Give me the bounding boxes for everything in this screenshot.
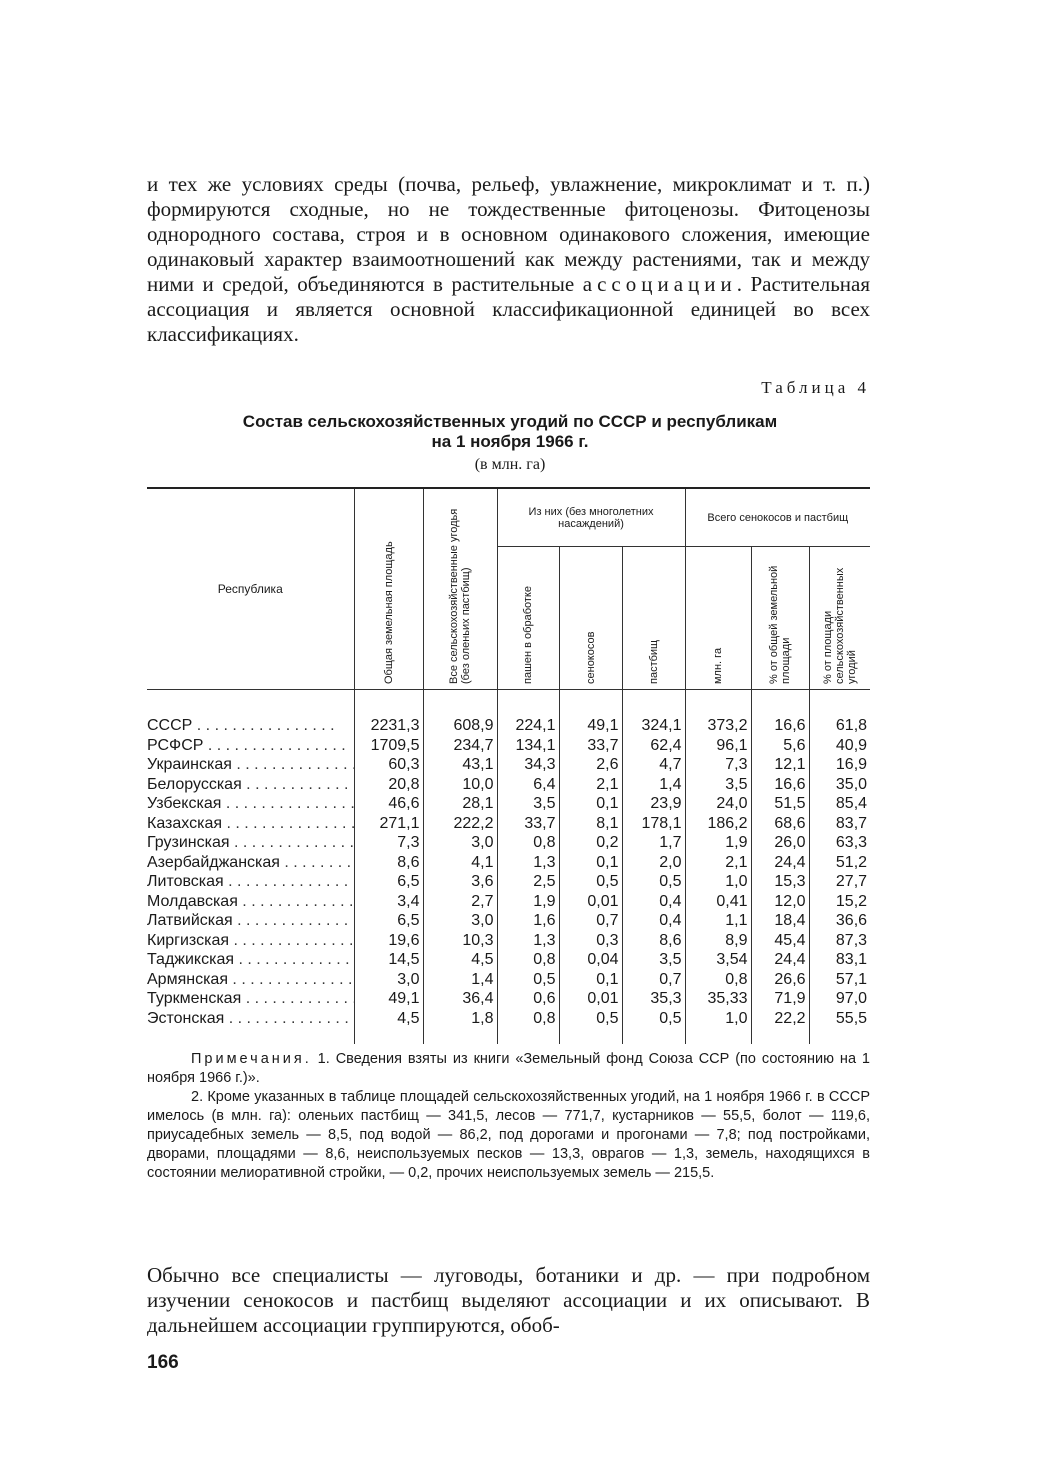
republic-name: Белорусская . . . <box>147 775 354 795</box>
cell-c1: 271,1 <box>354 814 423 834</box>
cell-c4: 0,01 <box>559 892 622 912</box>
cell-c6: 373,2 <box>685 690 751 736</box>
cell-c8: 57,1 <box>809 970 870 990</box>
cell-c7: 12,1 <box>751 755 809 775</box>
note-2: 2. Кроме указанных в таблице площадей сельскохозяйственных угодий, на 1 ноября 1966 г. в СССР имелось (в млн. га): оленьих пастбищ — 341,5, лесов — 771,7, кустарников — 55,5, болот — 119,6, приусадебных земель — 8,5, под водой — 86,2, под дорогами и прогонами — 7,8; под постройками, дворами, площадями — 8,6, неиспользуемых песков — 13,3, оврагов — 1,3, земель, находящихся в состоянии мелиоративной стройки, — 0,2, прочих неиспользуемых земель — 215,5. <box>147 1089 870 1181</box>
cell-c6: 1,0 <box>685 1009 751 1045</box>
table-row <box>147 1009 870 1045</box>
cell-c1: 19,6 <box>354 931 423 951</box>
table-row <box>147 690 870 736</box>
cell-c2: 36,4 <box>423 989 497 1009</box>
table-row <box>147 794 870 814</box>
cell-c7: 5,6 <box>751 736 809 756</box>
header-republic: Республика <box>147 488 354 690</box>
cell-c5: 4,7 <box>622 755 685 775</box>
republic-name: РСФСР . . . <box>147 736 354 756</box>
cell-c6: 186,2 <box>685 814 751 834</box>
cell-c5: 0,7 <box>622 970 685 990</box>
cell-c3: 34,3 <box>497 755 559 775</box>
cell-c2: 10,3 <box>423 931 497 951</box>
intro-emphasis: ассоциации <box>582 272 737 296</box>
header-total-land: Общая земельная площадь <box>354 488 423 690</box>
table-row <box>147 833 870 853</box>
cell-c8: 61,8 <box>809 690 870 736</box>
header-group-hay-pasture: Всего сенокосов и пастбищ <box>685 488 870 547</box>
cell-c7: 12,0 <box>751 892 809 912</box>
cell-c5: 62,4 <box>622 736 685 756</box>
cell-c3: 33,7 <box>497 814 559 834</box>
republic-name: Таджикская . . . <box>147 950 354 970</box>
cell-c7: 22,2 <box>751 1009 809 1045</box>
notes-label: Примечания. <box>191 1051 312 1067</box>
cell-c3: 1,3 <box>497 853 559 873</box>
cell-c1: 7,3 <box>354 833 423 853</box>
header-hayfields: сенокосов <box>559 547 622 690</box>
note-1 <box>147 1050 870 1088</box>
outro-paragraph: Обычно все специалисты — луговоды, ботаники и др. — при подробном изучении сенокосов и пастбищ выделяют ассоциации и их описывают. В дальнейшем ассоциации группируются, обоб- <box>147 1263 870 1337</box>
table-row <box>147 989 870 1009</box>
table-row <box>147 931 870 951</box>
republic-name: Украинская . . . <box>147 755 354 775</box>
cell-c3: 0,8 <box>497 950 559 970</box>
cell-c7: 45,4 <box>751 931 809 951</box>
cell-c6: 1,9 <box>685 833 751 853</box>
cell-c1: 3,4 <box>354 892 423 912</box>
cell-c6: 1,0 <box>685 872 751 892</box>
cell-c8: 83,7 <box>809 814 870 834</box>
cell-c4: 0,3 <box>559 931 622 951</box>
header-mln-ha: млн. га <box>685 547 751 690</box>
table-notes <box>147 1050 870 1183</box>
intro-text-before: и тех же условиях среды (почва, рельеф, увлажнение, микроклимат и т. п.) формируются сходные, но не тождественные фитоценозы. Фитоценозы однородного состава, строя и в основном одинакового сложения, имеющие одинаковый характер взаимоотношений как между растениями, так и между ними и средой, объединяются в растительные <box>147 172 870 296</box>
cell-c8: 97,0 <box>809 989 870 1009</box>
cell-c5: 0,5 <box>622 872 685 892</box>
republic-name: Грузинская . . . <box>147 833 354 853</box>
cell-c8: 15,2 <box>809 892 870 912</box>
cell-c4: 0,7 <box>559 911 622 931</box>
cell-c8: 55,5 <box>809 1009 870 1045</box>
cell-c2: 3,0 <box>423 911 497 931</box>
cell-c3: 0,5 <box>497 970 559 990</box>
cell-c2: 1,8 <box>423 1009 497 1045</box>
republic-name: СССР . . . <box>147 690 354 736</box>
header-agri-land: Все сельскохозяйственные угодья (без оленьих пастбищ) <box>423 488 497 690</box>
cell-c3: 0,8 <box>497 833 559 853</box>
cell-c5: 1,4 <box>622 775 685 795</box>
cell-c2: 43,1 <box>423 755 497 775</box>
cell-c5: 0,4 <box>622 911 685 931</box>
cell-c6: 1,1 <box>685 911 751 931</box>
republic-name: Литовская . . . <box>147 872 354 892</box>
cell-c2: 4,5 <box>423 950 497 970</box>
cell-c4: 0,1 <box>559 970 622 990</box>
cell-c7: 15,3 <box>751 872 809 892</box>
republic-name: Туркменская . . . <box>147 989 354 1009</box>
table-row <box>147 814 870 834</box>
republic-name: Киргизская . . . <box>147 931 354 951</box>
cell-c2: 10,0 <box>423 775 497 795</box>
cell-c2: 1,4 <box>423 970 497 990</box>
cell-c4: 2,1 <box>559 775 622 795</box>
cell-c8: 51,2 <box>809 853 870 873</box>
header-pct-agri: % от площади сельскохозяйственных угодий <box>809 547 870 690</box>
cell-c3: 0,8 <box>497 1009 559 1045</box>
cell-c1: 49,1 <box>354 989 423 1009</box>
cell-c1: 60,3 <box>354 755 423 775</box>
cell-c8: 36,6 <box>809 911 870 931</box>
cell-c8: 85,4 <box>809 794 870 814</box>
header-pastures: пастбищ <box>622 547 685 690</box>
header-group-of-them: Из них (без многолетних насаждений) <box>497 488 685 547</box>
table-row <box>147 775 870 795</box>
intro-paragraph <box>147 172 870 347</box>
cell-c5: 178,1 <box>622 814 685 834</box>
republic-name: Молдавская . . . <box>147 892 354 912</box>
table-row <box>147 970 870 990</box>
cell-c8: 16,9 <box>809 755 870 775</box>
republic-name: Латвийская . . . <box>147 911 354 931</box>
cell-c2: 234,7 <box>423 736 497 756</box>
cell-c4: 0,1 <box>559 853 622 873</box>
cell-c7: 51,5 <box>751 794 809 814</box>
cell-c5: 1,7 <box>622 833 685 853</box>
cell-c8: 35,0 <box>809 775 870 795</box>
cell-c2: 2,7 <box>423 892 497 912</box>
table-row <box>147 911 870 931</box>
cell-c6: 0,8 <box>685 970 751 990</box>
cell-c4: 2,6 <box>559 755 622 775</box>
table-title-line1: Состав сельскохозяйственных угодий по СССР и республикам <box>242 412 778 431</box>
cell-c1: 20,8 <box>354 775 423 795</box>
cell-c8: 83,1 <box>809 950 870 970</box>
cell-c6: 3,5 <box>685 775 751 795</box>
cell-c5: 2,0 <box>622 853 685 873</box>
header-pct-total: % от общей земельной площади <box>751 547 809 690</box>
cell-c1: 3,0 <box>354 970 423 990</box>
cell-c6: 2,1 <box>685 853 751 873</box>
cell-c4: 0,04 <box>559 950 622 970</box>
cell-c1: 6,5 <box>354 911 423 931</box>
intro-text-after: . Растительная ассоциация и является основной классификационной единицей во всех классификациях. <box>147 272 871 346</box>
cell-c6: 0,41 <box>685 892 751 912</box>
page-number: 166 <box>147 1352 179 1373</box>
cell-c1: 2231,3 <box>354 690 423 736</box>
table-row <box>147 872 870 892</box>
cell-c7: 16,6 <box>751 775 809 795</box>
table-body <box>147 690 870 1045</box>
cell-c7: 18,4 <box>751 911 809 931</box>
cell-c7: 16,6 <box>751 690 809 736</box>
republic-name: Армянская . . . <box>147 970 354 990</box>
cell-c7: 26,0 <box>751 833 809 853</box>
table-row <box>147 736 870 756</box>
table-label: Таблица 4 <box>761 378 870 397</box>
cell-c4: 49,1 <box>559 690 622 736</box>
cell-c3: 3,5 <box>497 794 559 814</box>
cell-c3: 134,1 <box>497 736 559 756</box>
cell-c4: 0,1 <box>559 794 622 814</box>
cell-c2: 28,1 <box>423 794 497 814</box>
republic-name: Узбекская . . . <box>147 794 354 814</box>
table-units: (в млн. га) <box>474 456 546 473</box>
cell-c6: 35,33 <box>685 989 751 1009</box>
land-use-table <box>147 487 870 1044</box>
cell-c1: 14,5 <box>354 950 423 970</box>
cell-c7: 26,6 <box>751 970 809 990</box>
table-title <box>150 412 870 452</box>
cell-c3: 1,3 <box>497 931 559 951</box>
table-title-line2: на 1 ноября 1966 г. <box>431 432 589 451</box>
cell-c4: 0,01 <box>559 989 622 1009</box>
cell-c5: 0,5 <box>622 1009 685 1045</box>
cell-c5: 3,5 <box>622 950 685 970</box>
cell-c5: 35,3 <box>622 989 685 1009</box>
header-arable: пашен в обработке <box>497 547 559 690</box>
cell-c3: 1,9 <box>497 892 559 912</box>
cell-c6: 24,0 <box>685 794 751 814</box>
cell-c3: 224,1 <box>497 690 559 736</box>
cell-c1: 1709,5 <box>354 736 423 756</box>
table-row <box>147 950 870 970</box>
republic-name: Эстонская . . . <box>147 1009 354 1045</box>
cell-c4: 0,5 <box>559 1009 622 1045</box>
cell-c4: 0,5 <box>559 872 622 892</box>
cell-c7: 24,4 <box>751 950 809 970</box>
cell-c5: 324,1 <box>622 690 685 736</box>
cell-c8: 87,3 <box>809 931 870 951</box>
cell-c1: 6,5 <box>354 872 423 892</box>
cell-c6: 3,54 <box>685 950 751 970</box>
cell-c5: 8,6 <box>622 931 685 951</box>
cell-c3: 0,6 <box>497 989 559 1009</box>
cell-c7: 71,9 <box>751 989 809 1009</box>
cell-c7: 68,6 <box>751 814 809 834</box>
republic-name: Казахская . . . <box>147 814 354 834</box>
cell-c6: 8,9 <box>685 931 751 951</box>
cell-c3: 6,4 <box>497 775 559 795</box>
cell-c1: 46,6 <box>354 794 423 814</box>
republic-name: Азербайджанская . . . <box>147 853 354 873</box>
cell-c8: 27,7 <box>809 872 870 892</box>
cell-c4: 0,2 <box>559 833 622 853</box>
cell-c2: 608,9 <box>423 690 497 736</box>
table-row <box>147 892 870 912</box>
cell-c4: 33,7 <box>559 736 622 756</box>
cell-c1: 8,6 <box>354 853 423 873</box>
cell-c2: 3,6 <box>423 872 497 892</box>
cell-c3: 1,6 <box>497 911 559 931</box>
cell-c6: 96,1 <box>685 736 751 756</box>
cell-c2: 4,1 <box>423 853 497 873</box>
cell-c8: 40,9 <box>809 736 870 756</box>
cell-c7: 24,4 <box>751 853 809 873</box>
cell-c2: 222,2 <box>423 814 497 834</box>
cell-c4: 8,1 <box>559 814 622 834</box>
cell-c3: 2,5 <box>497 872 559 892</box>
cell-c5: 0,4 <box>622 892 685 912</box>
table-row <box>147 755 870 775</box>
cell-c2: 3,0 <box>423 833 497 853</box>
note-1-text: 1. Сведения взяты из книги «Земельный фонд Союза ССР (по состоянию на 1 ноября 1966 г.)». <box>147 1051 870 1086</box>
cell-c8: 63,3 <box>809 833 870 853</box>
cell-c6: 7,3 <box>685 755 751 775</box>
cell-c1: 4,5 <box>354 1009 423 1045</box>
table-row <box>147 853 870 873</box>
cell-c5: 23,9 <box>622 794 685 814</box>
